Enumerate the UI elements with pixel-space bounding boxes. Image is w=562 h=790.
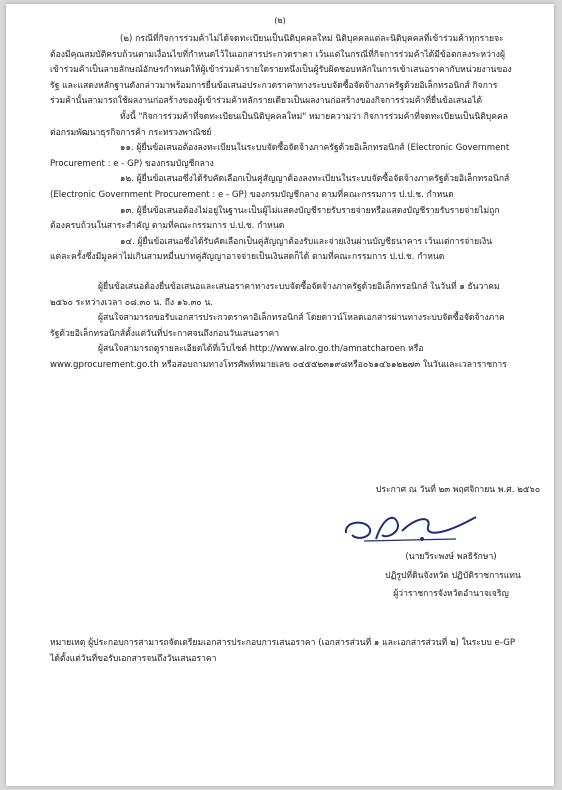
- page-number: (๒): [274, 16, 286, 25]
- footnote: หมายเหตุ ผู้ประกอบการสามารถจัดเตรียมเอกสารประกอบการเสนอราคา (เอกสารส่วนที่ ๑ และเอกสารส่วนที่ ๒) ในระบบ e-GP ได้ตั้งแต่วันที่ขอรับเอกสารจนถึงวันเสนอราคา: [50, 638, 516, 664]
- paragraph-joint-venture-case2: (๒) กรณีที่กิจการร่วมค้าไม่ได้จดทะเบียนเป็นนิติบุคคลใหม่ นิติบุคคลแต่ละนิติบุคคลที่เข้าร่วมค้าทุกรายจะต้องมีคุณสมบัติครบถ้วนตามเงื่อนไขที่กำหนดไว้ในเอกสารประกวดราคา เว้นแต่ในกรณีที่กิจการร่วมค้าได้มีข้อตกลงระหว่างผู้เข้าร่วมค้าเป็นลายลักษณ์อักษรกำหนดให้ผู้เข้าร่วมค้ารายใดรายหนึ่งเป็นผู้รับผิดชอบหลักในการเข้าเสนอราคากับหน่วยงานของรัฐ และแสดงหลักฐานดังกล่าวมาพร้อมการยื่นข้อเสนอประกวดราคาทางระบบจัดซื้อจัดจ้างภาครัฐด้วยอิเล็กทรอนิกส์ กิจการร่วมค้านั้นสามารถใช้ผลงานก่อสร้างของผู้เข้าร่วมค้าหลักรายเดียวเป็นผลงานก่อสร้างของกิจการร่วมค้าที่ยื่นข้อเสนอได้: [50, 34, 512, 107]
- paragraph-definition: ทั้งนี้ "กิจการร่วมค้าที่จดทะเบียนเป็นนิติบุคคลใหม่" หมายความว่า กิจการร่วมค้าที่จดทะเบียนเป็นนิติบุคคลต่อกรมพัฒนาธุรกิจการค้า กระทรวงพาณิชย์: [50, 111, 509, 138]
- paragraph-item-12: ๑๒. ผู้ยื่นข้อเสนอซึ่งได้รับคัดเลือกเป็นคู่สัญญาต้องลงทะเบียนในระบบจัดซื้อจัดจ้างภาครัฐด้วยอิเล็กทรอนิกส์ (Electronic Government Procurement : e - GP) ของกรมบัญชีกลาง ตามที่คณะกรรมการ ป.ป.ช. กำหนด: [50, 174, 510, 200]
- paragraph-item-11: ๑๑. ผู้ยื่นข้อเสนอต้องลงทะเบียนในระบบจัดซื้อจัดจ้างภาครัฐด้วยอิเล็กทรอนิกส์ (Electronic Government Procurement : e - GP) ของกรมบัญชีกลาง: [50, 143, 510, 169]
- signatory-name: (นายวีระพงษ์ พลธิรักษา): [405, 552, 497, 562]
- paragraph-item-14: ๑๔. ผู้ยื่นข้อเสนอซึ่งได้รับคัดเลือกเป็นคู่สัญญาต้องรับและจ่ายเงินผ่านบัญชีธนาคาร เว้นแต่การจ่ายเงินแต่ละครั้งซึ่งมีมูลค่าไม่เกินสามหมื่นบาทคู่สัญญาอาจจ่ายเป็นเงินสดก็ได้ ตามที่คณะกรรมการ ป.ป.ช. กำหนด: [50, 236, 493, 263]
- document-body: [50, 32, 512, 373]
- signatory-on-behalf: ผู้ว่าราชการจังหวัดอำนาจเจริญ: [393, 589, 509, 599]
- paragraph-item-13: ๑๓. ผู้ยื่นข้อเสนอต้องไม่อยู่ในฐานะเป็นผู้ไม่แสดงบัญชีรายรับรายจ่ายหรือแสดงบัญชีรายรับรายจ่ายไม่ถูกต้องครบถ้วนในสาระสำคัญ ตามที่คณะกรรมการ ป.ป.ช. กำหนด: [50, 205, 500, 232]
- signature-image: [336, 509, 486, 549]
- paragraph-contact-info: ผู้สนใจสามารถดูรายละเอียดได้ที่เว็บไซต์ http://www.alro.go.th/amnatcharoen หรือ www.gprocurement.go.th หรือสอบถามทางโทรศัพท์หมายเลข ๐๔๕๕๒๓๑๙๘หรือ๐๖๑๔๖๑๒๒๗๓ ในวันและเวลาราชการ: [50, 344, 507, 370]
- signatory-position: ปฏิรูปที่ดินจังหวัด ปฏิบัติราชการแทน: [385, 571, 521, 581]
- document-page: [6, 4, 554, 786]
- announcement-date: ประกาศ ณ วันที่ ๒๓ พฤศจิกายน พ.ศ. ๒๕๖๐: [375, 485, 541, 495]
- paragraph-submission-date: ผู้ยื่นข้อเสนอต้องยื่นข้อเสนอและเสนอราคาทางระบบจัดซื้อจัดจ้างภาครัฐด้วยอิเล็กทรอนิกส์ ในวันที่ ๑ ธันวาคม ๒๕๖๐ ระหว่างเวลา ๐๘.๓๐ น. ถึง ๑๖.๓๐ น.: [50, 281, 500, 308]
- paragraph-download-docs: ผู้สนใจสามารถขอรับเอกสารประกวดราคาอิเล็กทรอนิกส์ โดยดาวน์โหลดเอกสารผ่านทางระบบจัดซื้อจัดจ้างภาครัฐด้วยอิเล็กทรอนิกส์ตั้งแต่วันที่ประกาศจนถึงก่อนวันเสนอราคา: [50, 313, 505, 339]
